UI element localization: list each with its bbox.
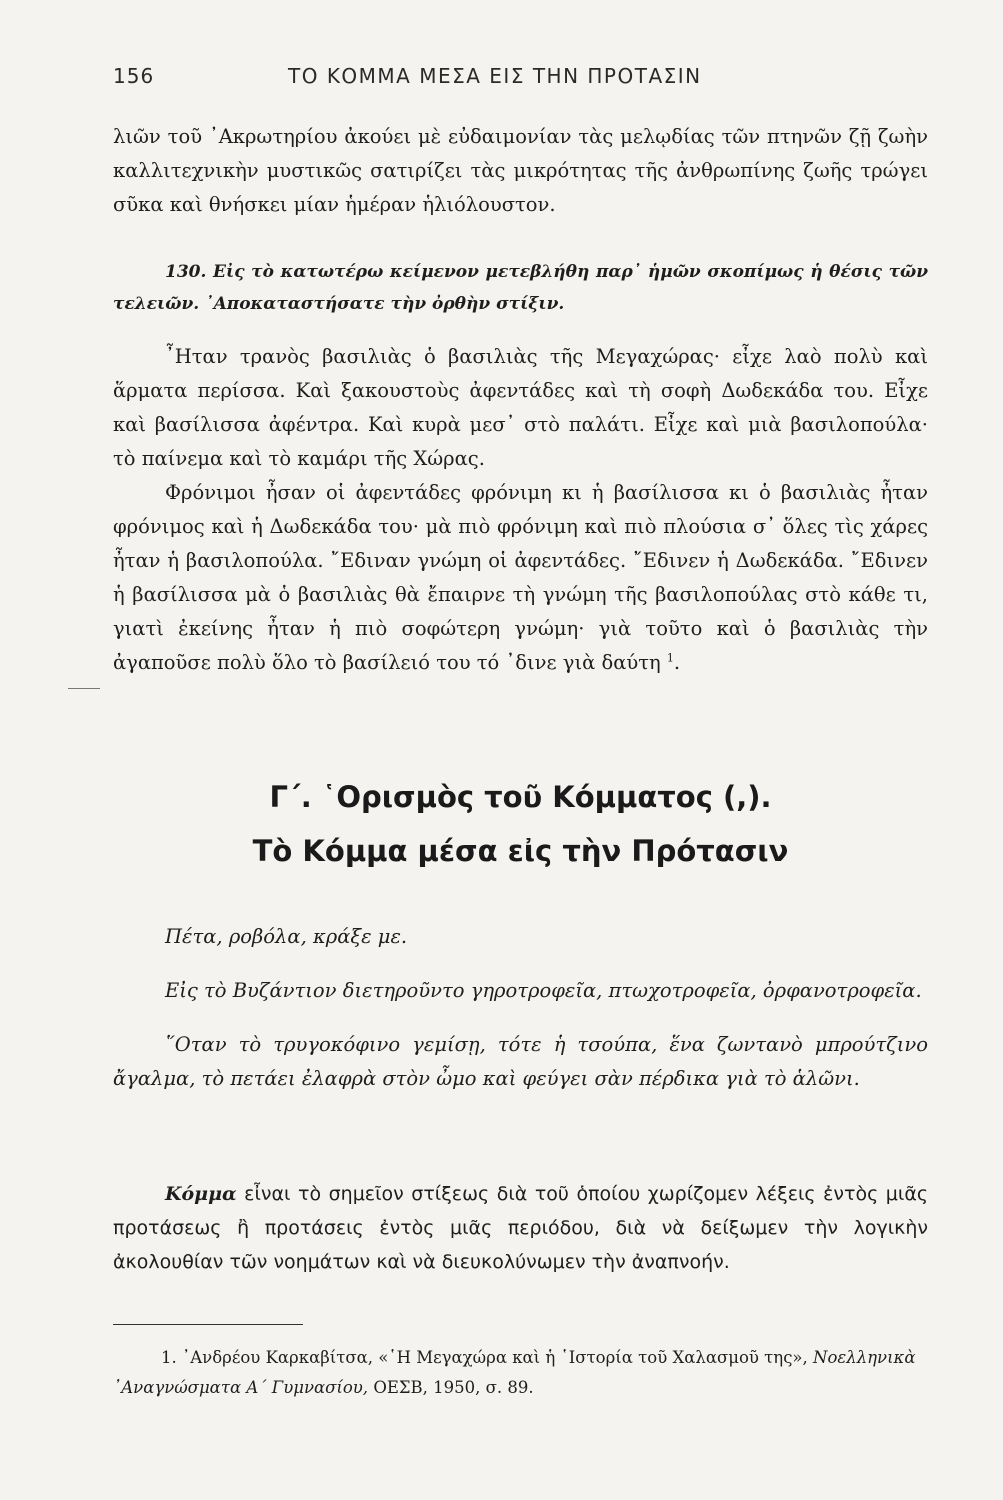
section-heading	[113, 770, 928, 878]
story-paragraph-2-text: Φρόνιμοι ἦσαν οἱ ἀφεντάδες φρόνιμη κι ἡ βασίλισσα κι ὁ βασιλιὰς ἦταν φρόνιμος καὶ ἡ Δωδεκάδα του· μὰ πιὸ φρόνιμη καὶ πιὸ πλούσια σ᾿ ὅλες τὶς χάρες ἦταν ἡ βασιλοπούλα. ῎Εδιναν γνώμη οἱ ἀφεντάδες. ῎Εδινεν ἡ Δωδεκάδα. ῎Εδινεν ἡ βασίλισσα μὰ ὁ βασιλιὰς θὰ ἔπαιρνε τὴ γνώμη τῆς βασιλοπούλας στὸ κάθε τι, γιατὶ ἐκείνης ἦταν ἡ πιὸ σοφώτερη γνώμη· γιὰ τοῦτο καὶ ὁ βασιλιὰς τὴν ἀγαποῦσε πολὺ ὅλο τὸ βασίλειό του τό ᾿δινε γιὰ δαύτη	[113, 481, 928, 674]
example-1: Πέτα, ροβόλα, κράξε με.	[165, 925, 408, 948]
intro-paragraph: λιῶν τοῦ ᾿Ακρωτηρίου ἀκούει μὲ εὐδαιμονίαν τὰς μελῳδίας τῶν πτηνῶν ζῇ ζωὴν καλλιτεχνικὴν μυστικῶς σατιρίζει τὰς μικρότητας τῆς ἀνθρωπίνης ζωῆς τρώγει σῦκα καὶ θνήσκει μίαν ἡμέραν ἡλιόλουστον.	[113, 125, 928, 216]
story-text-block	[113, 340, 928, 680]
story-paragraph-1: ῏Ηταν τρανὸς βασιλιὰς ὁ βασιλιὰς τῆς Μεγαχώρας· εἶχε λαὸ πολὺ καὶ ἅρματα περίσσα. Καὶ ξακουστοὺς ἀφεντάδες καὶ τὴ σοφὴ Δωδεκάδα του. Εἶχε καὶ βασίλισσα ἀφέντρα. Καὶ κυρὰ μεσ᾿ στὸ παλάτι. Εἶχε καὶ μιὰ βασιλοπούλα· τὸ παίνεμα καὶ τὸ καμάρι τῆς Χώρας.	[113, 345, 928, 470]
footnote-publisher: ΟΕΣΒ, 1950, σ. 89.	[373, 1378, 534, 1397]
exercise-instructions: Εἰς τὸ κατωτέρω κείμενον μετεβλήθη παρ᾿ ἡμῶν σκοπίμως ἡ θέσις τῶν τελειῶν. ᾿Αποκαταστήσατε τὴν ὀρθὴν στίξιν.	[113, 262, 929, 314]
footnote-series: Νοελληνικὰ ᾿Αναγνώσματα Α΄ Γυμνασίου,	[113, 1348, 916, 1397]
footnote-reference: 1	[666, 651, 674, 665]
example-2: Εἰς τὸ Βυζάντιον διετηροῦντο γηροτροφεῖα, πτωχοτροφεῖα, ὀρφανοτροφεῖα.	[165, 979, 922, 1002]
footnote-divider	[113, 1324, 303, 1325]
definition-term: Κόμμα	[165, 1183, 237, 1205]
running-title: ΤΟ ΚΟΜΜΑ ΜΕΣΑ ΕΙΣ ΤΗΝ ΠΡΟΤΑΣΙΝ	[288, 64, 702, 88]
story-paragraph-2	[113, 476, 928, 680]
footnote-source: ᾿Ανδρέου Καρκαβίτσα, «῾Η Μεγαχώρα καὶ ἡ ῾Ιστορία τοῦ Χαλασμοῦ της»,	[182, 1348, 808, 1367]
intro-text-block	[113, 120, 928, 222]
exercise-number: 130.	[165, 262, 207, 282]
comma-definition	[113, 1177, 928, 1279]
example-sentences	[113, 920, 928, 1116]
margin-mark	[68, 688, 100, 689]
section-title-line-1: Γ΄. ῾Ορισμὸς τοῦ Κόμματος (,).	[269, 780, 772, 814]
exercise-130	[113, 256, 928, 320]
page-number: 156	[113, 64, 155, 88]
example-3: ῞Οταν τὸ τρυγοκόφινο γεμίσῃ, τότε ἡ τσούπα, ἕνα ζωντανὸ μπρούτζινο ἄγαλμα, τὸ πετάει ἐλαφρὰ στὸν ὦμο καὶ φεύγει σὰν πέρδικα γιὰ τὸ ἁλῶνι.	[113, 1033, 928, 1090]
footnote	[113, 1343, 928, 1403]
definition-text: εἶναι τὸ σημεῖον στίξεως διὰ τοῦ ὁποίου χωρίζομεν λέξεις ἐντὸς μιᾶς προτάσεως ἢ προτάσεις ἐντὸς μιᾶς περιόδου, διὰ νὰ δείξωμεν τὴν λογικὴν ἀκολουθίαν τῶν νοημάτων καὶ νὰ διευκολύνωμεν τὴν ἀναπνοήν.	[113, 1183, 928, 1273]
section-title-line-2: Τὸ Κόμμα μέσα εἰς τὴν Πρότασιν	[252, 834, 789, 868]
page-header	[113, 64, 913, 94]
story-paragraph-2-end: .	[673, 651, 681, 674]
footnote-number: 1.	[161, 1348, 177, 1367]
